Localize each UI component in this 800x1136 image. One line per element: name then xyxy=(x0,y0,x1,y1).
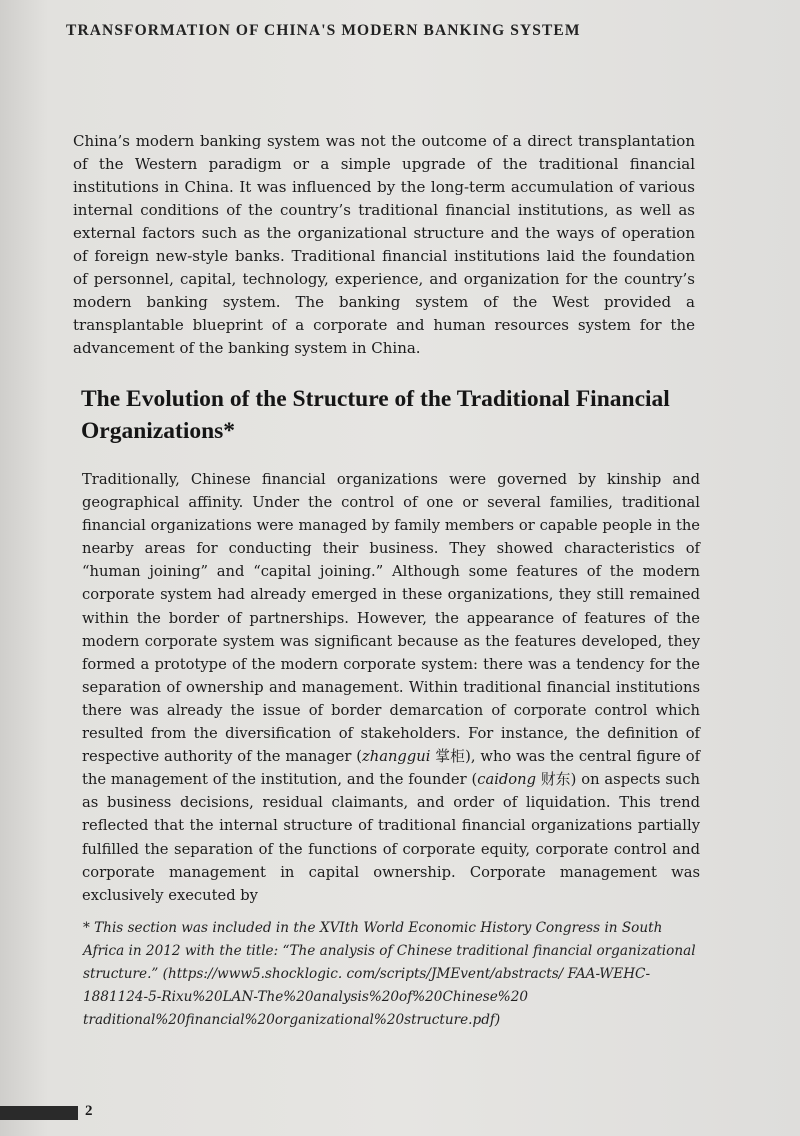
body-paragraph xyxy=(82,468,700,907)
section-heading: The Evolution of the Structure of the Traditional Financial Organizations* xyxy=(81,386,670,444)
body-text-part-3: 财东) on aspects such as business decisions, residual claimants, and order of liquidation. This trend reflected that the internal structure of traditional financial organizations partially fulfilled the separation of the functions of corporate equity, corporate control and corporate management in capital ownership. Corporate management was exclusively executed by xyxy=(82,771,700,904)
body-text-part-2: 掌柜), who was the central figure of the management of the institution, and the founder ( xyxy=(82,748,701,789)
footer-bar xyxy=(0,1106,78,1120)
page-number: 2 xyxy=(85,1103,93,1119)
body-text-part-1: Traditionally, Chinese financial organizations were governed by kinship and geographical affinity. Under the control of one or several families, traditional financial organizations were managed by family members or capable people in the nearby areas for conducting their business. They showed characteristics of “human joining” and “capital joining.” Although some features of the modern corporate system had already emerged in these organizations, they still remained within the border of partnerships. However, the appearance of features of the modern corporate system was significant because as the features developed, they formed a prototype of the modern corporate system: there was a tendency for the separation of ownership and management. Within traditional financial institutions there was already the issue of border demarcation of corporate control which resulted from the diversification of stakeholders. For instance, the definition of respective authority of the manager ( xyxy=(82,471,700,766)
term-zhanggui: zhanggui xyxy=(362,748,431,766)
running-head: TRANSFORMATION OF CHINA'S MODERN BANKING SYSTEM xyxy=(66,22,581,39)
footnote: * This section was included in the XVIth World Economic History Congress in South Africa in 2012 with the title: “The analysis of Chinese traditional financial organizational structure.” (https://www5.shocklogic. com/scripts/JMEvent/abstracts/ FAA-WEHC-1881124-5-Rixu%20LAN-The%20analysis%20of%20Chinese%20 traditional%20financial%20organizational%20structure.pdf) xyxy=(83,920,696,1028)
intro-paragraph: China’s modern banking system was not the outcome of a direct transplantation of the Western paradigm or a simple upgrade of the traditional financial institutions in China. It was influenced by the long-term accumulation of various internal conditions of the country’s traditional financial institutions, as well as external factors such as the organizational structure and the ways of operation of foreign new-style banks. Traditional financial institutions laid the foundation of personnel, capital, technology, experience, and organization for the country’s modern banking system. The banking system of the West provided a transplantable blueprint of a corporate and human resources system for the advancement of the banking system in China. xyxy=(73,132,695,357)
term-caidong: caidong xyxy=(477,771,537,789)
